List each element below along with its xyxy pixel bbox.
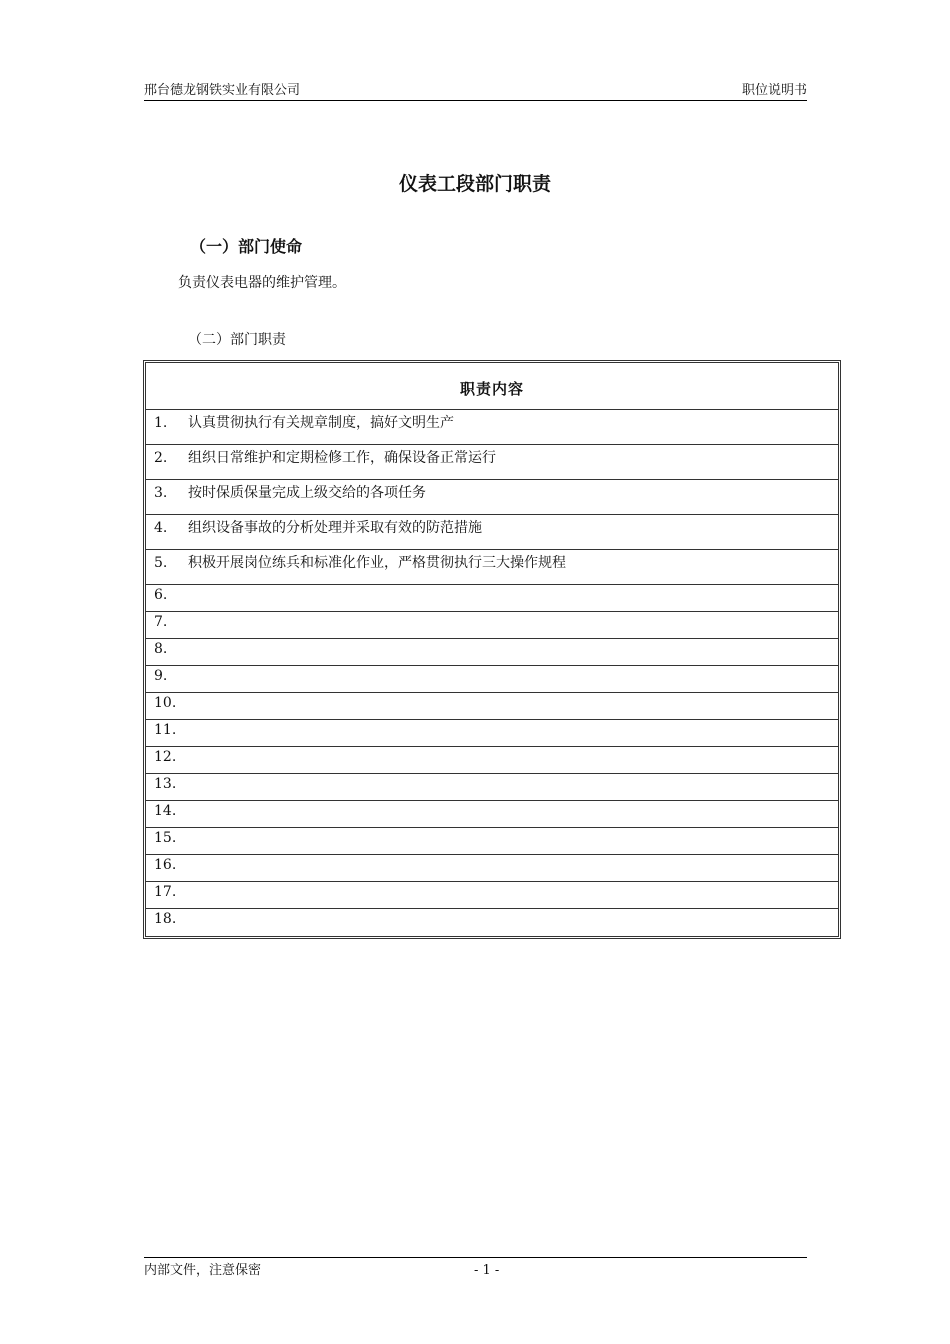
row-number: 3. [154,485,168,501]
row-text: 积极开展岗位练兵和标准化作业，严格贯彻执行三大操作规程 [188,555,566,571]
page-header [144,82,807,101]
mission-heading: （一）部门使命 [190,237,303,256]
company-name: 邢台德龙钢铁实业有限公司 [144,83,301,98]
row-number: 18. [154,911,177,927]
row-text: 认真贯彻执行有关规章制度，搞好文明生产 [188,415,454,431]
table-row [146,855,838,882]
duties-heading: （二）部门职责 [188,332,286,348]
page-title: 仪表工段部门职责 [398,173,551,195]
table-row [146,693,838,720]
duties-table [143,360,841,939]
row-number: 6. [154,587,168,603]
table-row [146,480,838,515]
row-number: 9. [154,668,168,684]
table-row [146,774,838,801]
document-type: 职位说明书 [741,83,807,98]
row-text: 按时保质保量完成上级交给的各项任务 [188,485,426,501]
table-row [146,410,838,445]
row-text: 组织日常维护和定期检修工作，确保设备正常运行 [188,450,496,466]
table-row [146,828,838,855]
mission-text: 负责仪表电器的维护管理。 [178,275,346,291]
row-text: 组织设备事故的分析处理并采取有效的防范措施 [188,520,482,536]
page-footer [144,1257,807,1280]
row-number: 17. [154,884,177,900]
table-row [146,445,838,480]
table-row [146,720,838,747]
table-header: 职责内容 [146,363,838,410]
table-row [146,585,838,612]
row-number: 7. [154,614,168,630]
table-row [146,666,838,693]
row-number: 8. [154,641,168,657]
table-row [146,882,838,909]
row-number: 13. [154,776,177,792]
row-number: 14. [154,803,177,819]
row-number: 11. [154,722,177,738]
row-number: 12. [154,749,177,765]
table-row [146,909,838,936]
table-row [146,612,838,639]
row-number: 4. [154,520,168,536]
row-number: 15. [154,830,177,846]
row-number: 10. [154,695,177,711]
table-row [146,639,838,666]
row-number: 16. [154,857,177,873]
table-row [146,747,838,774]
page-number: - 1 - [474,1263,500,1278]
table-row [146,515,838,550]
table-body [146,410,838,936]
table-row [146,801,838,828]
row-number: 1. [154,415,168,431]
confidential-note: 内部文件，注意保密 [144,1263,262,1278]
table-row [146,550,838,585]
row-number: 2. [154,450,168,466]
row-number: 5. [154,555,168,571]
